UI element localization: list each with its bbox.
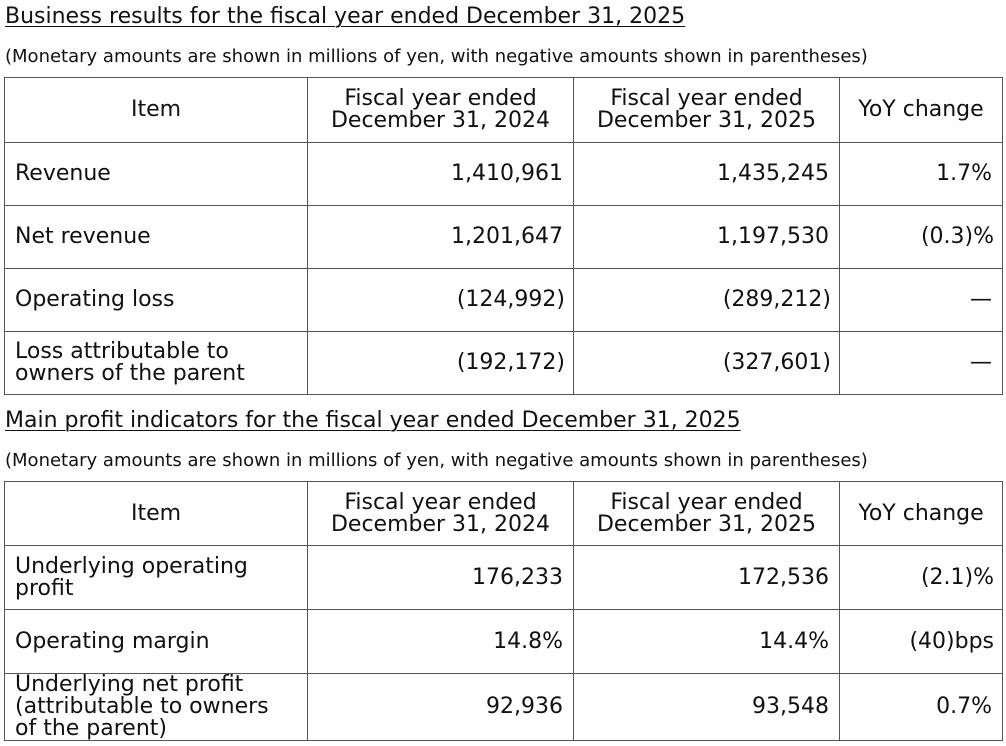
row-item <box>5 332 308 395</box>
row-fy2024-value: (124,992) <box>308 269 574 332</box>
header-fy2025-line1: Fiscal year ended <box>610 489 803 515</box>
header-fy2024-line1: Fiscal year ended <box>344 489 537 515</box>
row-fy2024-value: 176,233 <box>308 546 574 610</box>
row-item: Net revenue <box>5 206 308 269</box>
row-item: Revenue <box>5 143 308 206</box>
row-yoy-value: — <box>840 332 1003 395</box>
header-fy2025-line2: December 31, 2025 <box>596 108 817 133</box>
row-fy2024-value: (192,172) <box>308 332 574 395</box>
table-row-loss-attributable <box>5 332 1003 395</box>
row-item: Operating loss <box>5 269 308 332</box>
row-yoy-value: 1.7% <box>840 143 1003 206</box>
table-header-row <box>5 482 1003 546</box>
row-fy2025-value: 14.4% <box>574 610 840 674</box>
row-fy2024-value: 1,201,647 <box>308 206 574 269</box>
row-yoy-value: 0.7% <box>840 674 1003 741</box>
table-row-revenue <box>5 143 1003 206</box>
row-fy2024-value: 92,936 <box>308 674 574 741</box>
row-yoy-value: (2.1)% <box>840 546 1003 610</box>
header-item: Item <box>5 78 308 143</box>
table-row-underlying-operating-profit <box>5 546 1003 610</box>
row-yoy-value: (0.3)% <box>840 206 1003 269</box>
profit-indicators-table <box>4 481 1003 741</box>
section1-amount-note: (Monetary amounts are shown in millions of yen, with negative amounts shown in parentheses) <box>5 46 868 67</box>
table-row-operating-loss <box>5 269 1003 332</box>
row-item <box>5 546 308 610</box>
header-fy2025 <box>574 78 840 143</box>
row-fy2025-value: 1,197,530 <box>574 206 840 269</box>
row-item-line2: (attributable to owners <box>15 694 269 719</box>
row-fy2025-value: 93,548 <box>574 674 840 741</box>
table-header-row <box>5 78 1003 143</box>
header-fy2024 <box>308 482 574 546</box>
row-item-line1: Underlying net profit <box>15 673 244 697</box>
row-fy2025-value: (327,601) <box>574 332 840 395</box>
header-fy2024-line1: Fiscal year ended <box>344 86 537 111</box>
table-row-net-revenue <box>5 206 1003 269</box>
section2-title: Main profit indicators for the fiscal year ended December 31, 2025 <box>5 408 741 433</box>
row-yoy-value: (40)bps <box>840 610 1003 674</box>
header-fy2024 <box>308 78 574 143</box>
row-item-line2: profit <box>15 575 74 601</box>
row-item-line3: of the parent) <box>15 716 167 741</box>
header-yoy: YoY change <box>840 482 1003 546</box>
table-row-underlying-net-profit <box>5 674 1003 741</box>
header-fy2025-line1: Fiscal year ended <box>610 86 803 111</box>
row-fy2024-value: 14.8% <box>308 610 574 674</box>
row-item-line2: owners of the parent <box>15 361 245 386</box>
row-fy2025-value: 172,536 <box>574 546 840 610</box>
row-item-line1: Loss attributable to <box>15 339 229 364</box>
business-results-table <box>4 77 1003 395</box>
row-fy2025-value: 1,435,245 <box>574 143 840 206</box>
section1-title: Business results for the fiscal year ended December 31, 2025 <box>5 4 686 29</box>
header-yoy: YoY change <box>840 78 1003 143</box>
row-yoy-value: — <box>840 269 1003 332</box>
header-item: Item <box>5 482 308 546</box>
section2-amount-note: (Monetary amounts are shown in millions of yen, with negative amounts shown in parentheses) <box>5 450 868 471</box>
row-item-line1: Underlying operating <box>15 553 248 579</box>
row-fy2025-value: (289,212) <box>574 269 840 332</box>
row-item <box>5 674 308 741</box>
table-row-operating-margin <box>5 610 1003 674</box>
row-item: Operating margin <box>5 610 308 674</box>
header-fy2025-line2: December 31, 2025 <box>596 511 817 537</box>
header-fy2024-line2: December 31, 2024 <box>330 511 551 537</box>
header-fy2024-line2: December 31, 2024 <box>330 108 551 133</box>
row-fy2024-value: 1,410,961 <box>308 143 574 206</box>
header-fy2025 <box>574 482 840 546</box>
